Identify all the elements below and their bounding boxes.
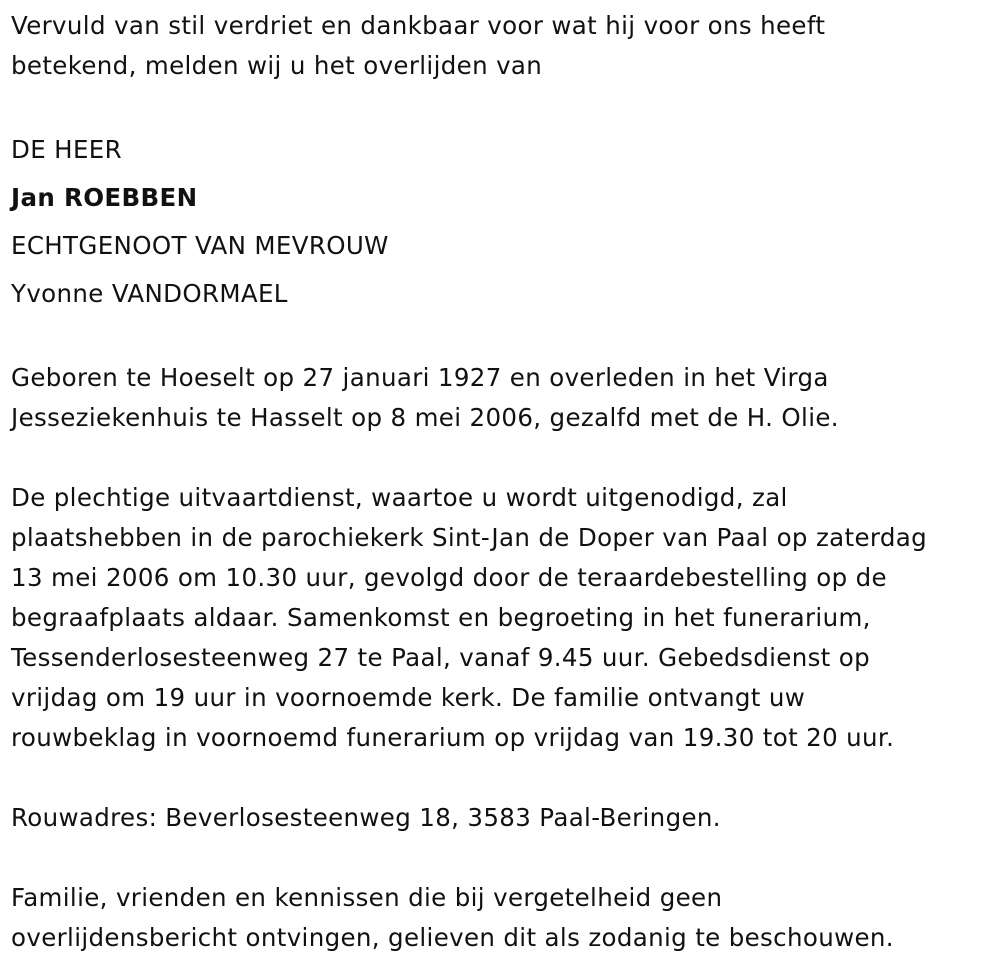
closing-paragraph: Familie, vrienden en kennissen die bij vergetelheid geen overlijdensbericht ontvingen, gelieven dit als zodanig te beschouwen.	[11, 883, 894, 952]
spouse-name: Yvonne VANDORMAEL	[11, 279, 288, 308]
birth-death-paragraph: Geboren te Hoeselt op 27 januari 1927 en overleden in het Virga Jesseziekenhuis te Hasselt op 8 mei 2006, gezalfd met de H. Olie.	[11, 363, 839, 432]
spacer	[11, 438, 986, 478]
spacer	[11, 838, 986, 878]
spacer	[11, 758, 986, 798]
deceased-title: DE HEER	[11, 135, 122, 164]
mourning-address: Rouwadres: Beverlosesteenweg 18, 3583 Paal-Beringen.	[11, 803, 721, 832]
spacer	[11, 86, 986, 126]
intro-paragraph: Vervuld van stil verdriet en dankbaar voor wat hij voor ons heeft betekend, melden wij u het overlijden van	[11, 11, 826, 80]
funeral-paragraph: De plechtige uitvaartdienst, waartoe u wordt uitgenodigd, zal plaatshebben in de parochiekerk Sint-Jan de Doper van Paal op zaterdag 13 mei 2006 om 10.30 uur, gevolgd door de teraardebestelling op de begraafplaats aldaar. Samenkomst en begroeting in het funerarium, Tessenderlosesteenweg 27 te Paal, vanaf 9.45 uur. Gebedsdienst op vrijdag om 19 uur in voornoemde kerk. De familie ontvangt uw rouwbeklag in voornoemd funerarium op vrijdag van 19.30 tot 20 uur.	[11, 483, 928, 752]
relation-label: ECHTGENOOT VAN MEVROUW	[11, 231, 389, 260]
spacer	[11, 318, 986, 358]
obituary-notice	[11, 6, 986, 958]
deceased-name: Jan ROEBBEN	[11, 183, 198, 212]
